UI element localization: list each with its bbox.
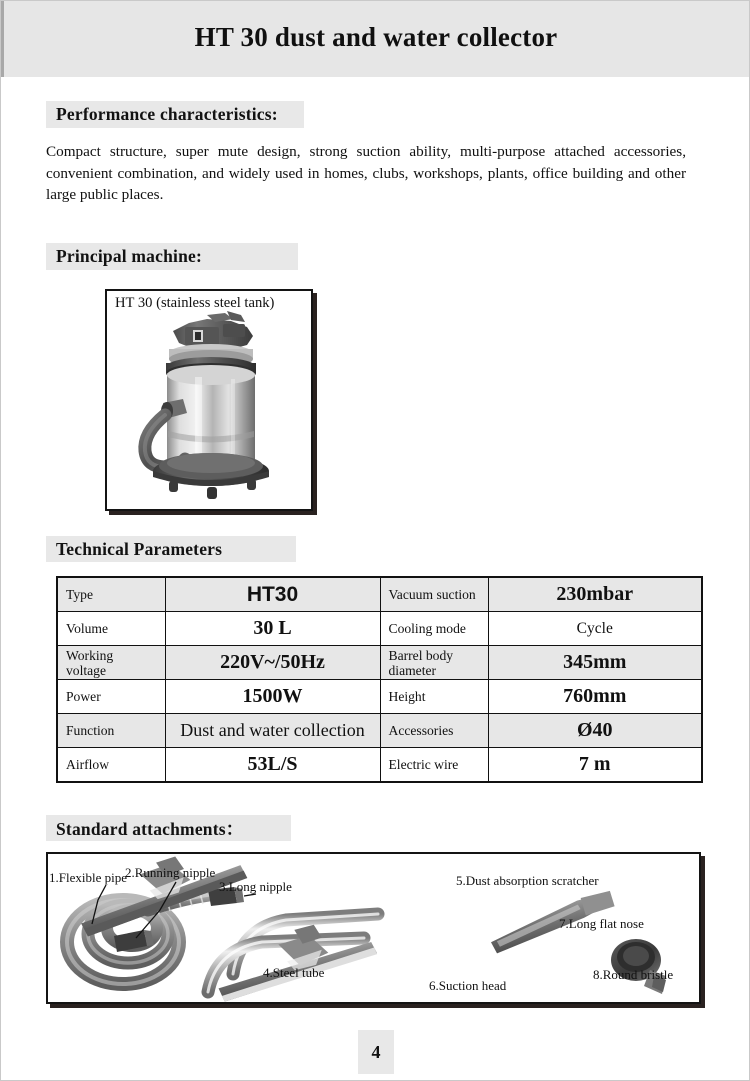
attachment-label-7: 7.Long flat nose — [559, 916, 644, 931]
page-title: HT 30 dust and water collector — [194, 22, 558, 52]
spec-label: Vacuum suction — [380, 577, 488, 612]
spec-label: Working voltage — [57, 646, 165, 680]
spec-label: Barrel body diameter — [380, 646, 488, 680]
table-row — [57, 577, 702, 612]
spec-value: 345mm — [488, 646, 702, 680]
spec-value: Ø40 — [488, 714, 702, 748]
attachment-label-5: 5.Dust absorption scratcher — [456, 873, 599, 888]
table-row — [57, 714, 702, 748]
spec-label: Airflow — [57, 748, 165, 783]
spec-value: 760mm — [488, 680, 702, 714]
spec-value: Dust and water collection — [165, 714, 380, 748]
performance-body-text: Compact structure, super mute design, strong suction ability, multi-purpose attached accessories, convenient combination, and widely used in homes, clubs, workshops, plants, office building and other large public places. — [46, 143, 686, 203]
table-row — [57, 748, 702, 783]
spec-label: Type — [57, 577, 165, 612]
section-heading-technical-parameters: Technical Parameters — [46, 536, 296, 562]
spec-value: Cycle — [488, 612, 702, 646]
spec-value: 30 L — [165, 612, 380, 646]
section-heading-attachments: Standard attachments： — [46, 815, 291, 841]
attachment-label-1: 1.Flexible pipe — [49, 870, 127, 885]
attachment-label-3: 3.Long nipple — [219, 879, 292, 894]
spec-label: Volume — [57, 612, 165, 646]
spec-value: 53L/S — [165, 748, 380, 783]
principal-machine-image-frame — [105, 289, 313, 511]
table-row — [57, 646, 702, 680]
technical-parameters-table — [56, 576, 703, 783]
spec-value: HT30 — [165, 577, 380, 612]
spec-label: Power — [57, 680, 165, 714]
spec-label: Function — [57, 714, 165, 748]
spec-label: Cooling mode — [380, 612, 488, 646]
spec-value: 7 m — [488, 748, 702, 783]
page-number: 4 — [358, 1030, 394, 1074]
spec-label: Electric wire — [380, 748, 488, 783]
attachment-label-6: 6.Suction head — [429, 978, 507, 993]
table-row — [57, 680, 702, 714]
spec-label: Accessories — [380, 714, 488, 748]
attachment-label-2: 2.Running nipple — [125, 865, 216, 880]
spec-value: 220V~/50Hz — [165, 646, 380, 680]
vacuum-cleaner-photo — [107, 291, 311, 509]
table-row — [57, 612, 702, 646]
section-heading-performance: Performance characteristics: — [46, 101, 304, 128]
principal-machine-caption: HT 30 (stainless steel tank) — [115, 295, 275, 311]
attachment-label-4: 4.Steel tube — [263, 965, 325, 980]
spec-value: 1500W — [165, 680, 380, 714]
attachment-label-8: 8.Round bristle — [593, 967, 674, 982]
spec-value: 230mbar — [488, 577, 702, 612]
section-heading-principal-machine: Principal machine: — [46, 243, 298, 270]
spec-label: Height — [380, 680, 488, 714]
